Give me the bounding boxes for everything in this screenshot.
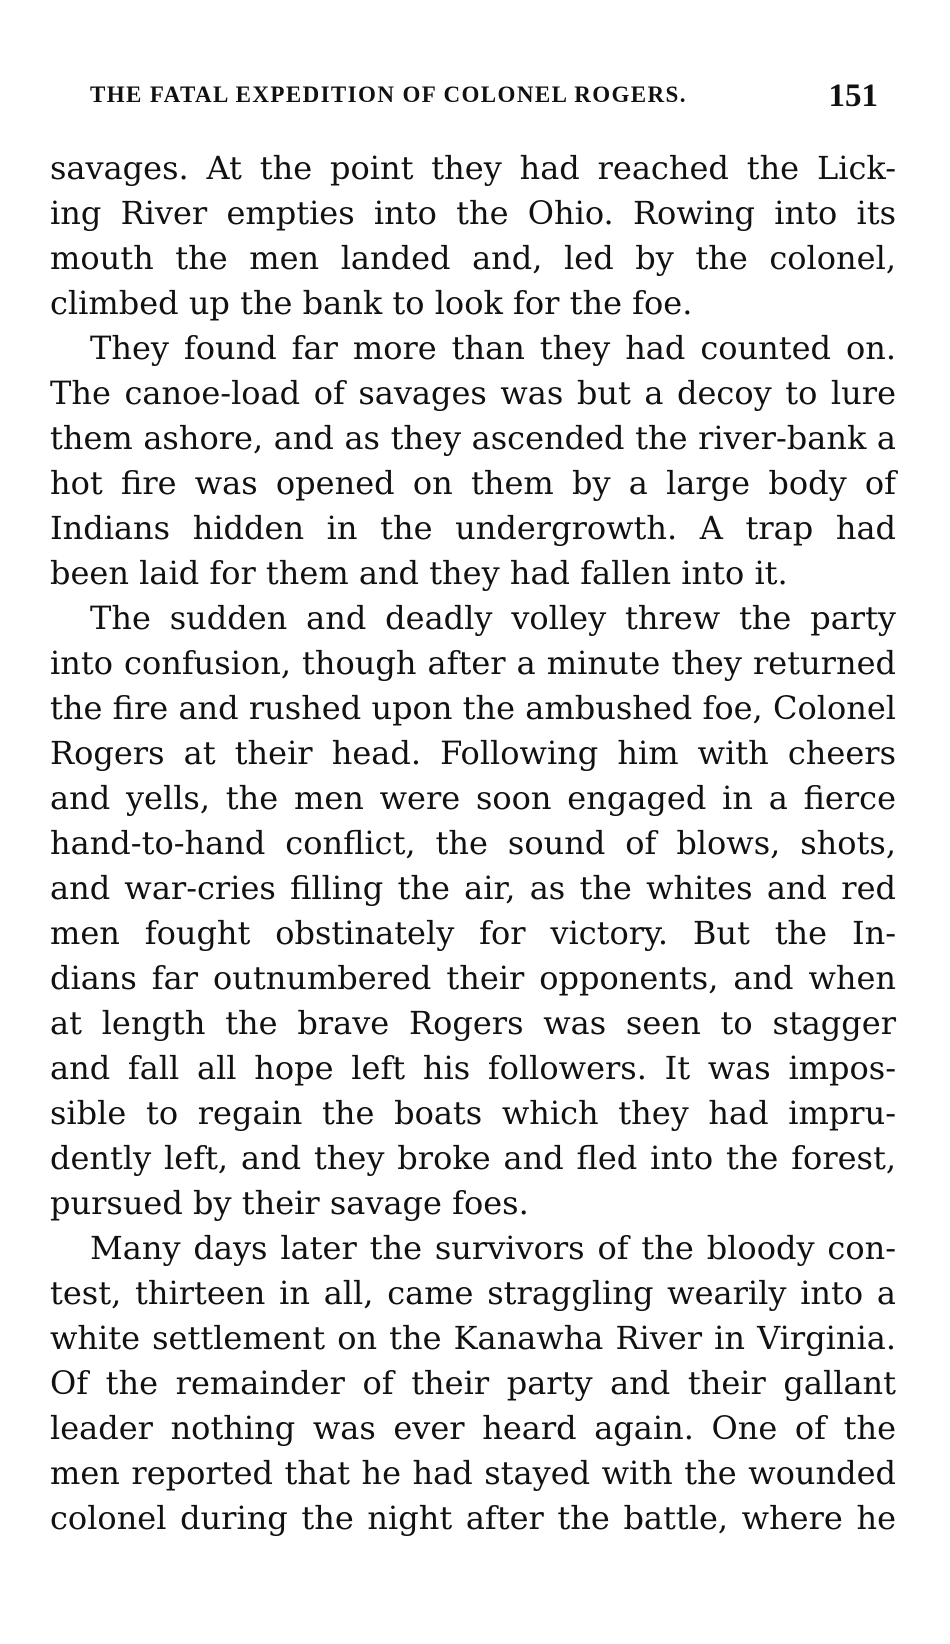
text-line: test, thirteen in all, came straggling wearily into a [50,1274,896,1312]
text-line: and fall all hope left his followers. It was impos- [50,1049,896,1087]
text-line: Of the remainder of their party and their gallant [50,1364,896,1402]
text-line: the fire and rushed upon the ambushed foe, Colonel [50,689,896,727]
text-line: men fought obstinately for victory. But the In- [50,914,896,952]
text-line: colonel during the night after the battle, where he [50,1499,896,1537]
text-line: and yells, the men were soon engaged in a fierce [50,779,896,817]
text-line: into confusion, though after a minute they returned [50,644,896,682]
text-line: hand-to-hand conflict, the sound of blows, shots, [50,824,896,862]
text-line: The sudden and deadly volley threw the party [90,599,896,637]
text-line: Rogers at their head. Following him with cheers [50,734,896,772]
page-number: 151 [828,78,878,114]
text-line: leader nothing was ever heard again. One of the [50,1409,896,1447]
text-line: mouth the men landed and, led by the colonel, [50,239,896,277]
paragraph-2 [50,326,896,596]
text-line: savages. At the point they had reached the Lick- [50,149,896,187]
text-line: ing River empties into the Ohio. Rowing into its [50,194,896,232]
paragraph-1 [50,146,896,326]
running-header [90,78,878,118]
paragraph-3 [50,596,896,1226]
text-line: They found far more than they had counted on. [90,329,896,367]
text-line: dians far outnumbered their opponents, and when [50,959,896,997]
running-title: THE FATAL EXPEDITION OF COLONEL ROGERS. [90,82,687,107]
text-line: hot fire was opened on them by a large body of [50,464,896,502]
text-line: been laid for them and they had fallen into it. [50,554,788,592]
text-line: pursued by their savage foes. [50,1184,529,1222]
body-text [50,146,896,1541]
text-line: sible to regain the boats which they had impru- [50,1094,896,1132]
text-line: Many days later the survivors of the bloody con- [90,1229,896,1267]
text-line: The canoe-load of savages was but a decoy to lure [50,374,896,412]
text-line: at length the brave Rogers was seen to stagger [50,1004,896,1042]
text-line: men reported that he had stayed with the wounded [50,1454,896,1492]
text-line: them ashore, and as they ascended the river-bank a [50,419,896,457]
text-line: white settlement on the Kanawha River in Virginia. [50,1319,896,1357]
paragraph-4 [50,1226,896,1541]
text-line: climbed up the bank to look for the foe. [50,284,693,322]
text-line: and war-cries filling the air, as the whites and red [50,869,896,907]
text-line: dently left, and they broke and fled into the forest, [50,1139,896,1177]
text-line: Indians hidden in the undergrowth. A trap had [50,509,896,547]
